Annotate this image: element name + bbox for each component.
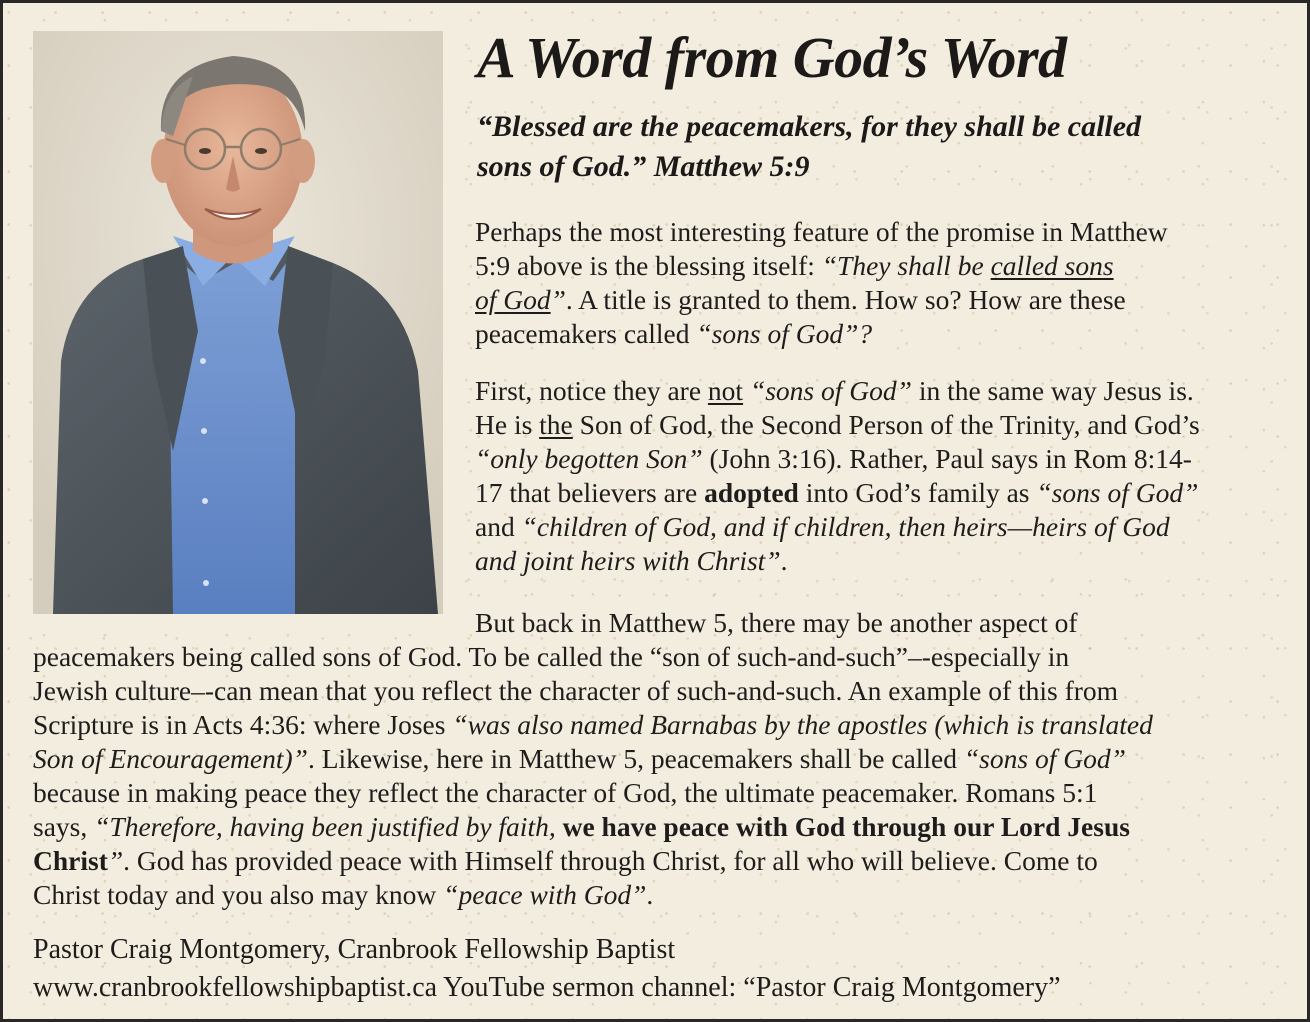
- paragraph-3: [33, 606, 1153, 912]
- quote-run: “sons of God”: [749, 375, 912, 406]
- underlined-quote-run: of God: [475, 284, 551, 315]
- text-run: into God’s family as: [798, 477, 1037, 508]
- text-line: [475, 408, 1200, 442]
- text-line: [475, 476, 1200, 510]
- text-run: . A title is granted to them. How so? How are these: [565, 284, 1126, 315]
- text-run: [743, 375, 750, 406]
- text-line: [33, 742, 1153, 776]
- text-run: in the same way Jesus is.: [911, 375, 1194, 406]
- text-line: because in making peace they reflect the character of God, the ultimate peacemaker. Romans 5:1: [33, 777, 1098, 808]
- text-run: 17 that believers are: [475, 477, 705, 508]
- pastor-photo: [33, 31, 443, 614]
- text-line: [475, 283, 1168, 317]
- scripture-verse: [477, 107, 1277, 187]
- quote-run: “only begotten Son”: [475, 443, 703, 474]
- text-run: He is: [475, 409, 540, 440]
- paragraph-2: [475, 374, 1200, 578]
- quote-run: Son of Encouragement)”: [33, 743, 308, 774]
- text-run: First, notice they are: [475, 375, 708, 406]
- quote-run: “sons of God”: [1036, 477, 1199, 508]
- verse-line: sons of God.” Matthew 5:9: [477, 150, 810, 183]
- quote-run: “children of God, and if children, then heirs—heirs of God: [521, 511, 1170, 542]
- website-line: www.cranbrookfellowshipbaptist.ca YouTube sermon channel: “Pastor Craig Montgomery”: [33, 972, 1061, 1003]
- underlined-run: the: [539, 409, 573, 440]
- text-line: But back in Matthew 5, there may be another aspect of: [475, 607, 1078, 638]
- text-run: and: [475, 511, 522, 542]
- text-run: Son of God, the Second Person of the Trinity, and God’s: [572, 409, 1200, 440]
- text-line: [475, 442, 1200, 476]
- verse-line: “Blessed are the peacemakers, for they shall be called: [477, 110, 1142, 143]
- text-line: [475, 374, 1200, 408]
- text-run: Scripture is in Acts 4:36: where Joses: [33, 709, 453, 740]
- quote-run: “sons of God”?: [696, 318, 873, 349]
- pastor-portrait-illustration: [33, 31, 443, 614]
- text-run: peacemakers called: [475, 318, 697, 349]
- quote-run: “was also named Barnabas by the apostles (which is translated: [452, 709, 1153, 740]
- article-title: A Word from God’s Word: [477, 25, 1067, 90]
- text-run: .: [646, 879, 654, 910]
- quote-run: and joint heirs with Christ”: [475, 545, 781, 576]
- text-run: 5:9 above is the blessing itself:: [475, 250, 822, 281]
- text-line: [33, 810, 1153, 844]
- quote-run: ”: [107, 845, 124, 876]
- quote-run: “Therefore, having been justified by faith,: [94, 811, 556, 842]
- text-run: Christ today and you also may know: [33, 879, 444, 910]
- text-run: (John 3:16). Rather, Paul says in Rom 8:14-: [702, 443, 1192, 474]
- underlined-quote-run: called sons: [990, 250, 1114, 281]
- text-run: . God has provided peace with Himself through Christ, for all who will believe. Come to: [123, 845, 1098, 876]
- quote-run: “They shall be: [821, 250, 991, 281]
- quote-run: ”: [550, 284, 566, 315]
- text-run: says,: [33, 811, 95, 842]
- text-line: Perhaps the most interesting feature of the promise in Matthew: [475, 216, 1168, 247]
- underlined-run: not: [707, 375, 744, 406]
- text-line: [475, 544, 1200, 578]
- text-run: . Likewise, here in Matthew 5, peacemakers shall be called: [307, 743, 964, 774]
- author-line: Pastor Craig Montgomery, Cranbrook Fellowship Baptist: [33, 934, 676, 965]
- paragraph-1: [475, 215, 1168, 351]
- quote-run: “sons of God”: [963, 743, 1126, 774]
- text-line: [475, 510, 1200, 544]
- text-line: [33, 878, 1153, 912]
- text-line: peacemakers being called sons of God. To be called the “son of such-and-such”–-especially in: [33, 641, 1070, 672]
- text-line: [33, 708, 1153, 742]
- bold-run: Christ: [33, 845, 108, 876]
- signature-block: [33, 931, 1061, 1007]
- bold-run: adopted: [704, 477, 799, 508]
- text-line: [475, 249, 1168, 283]
- quote-run: “peace with God”: [443, 879, 647, 910]
- text-line: [475, 317, 1168, 351]
- text-run: .: [780, 545, 788, 576]
- text-line: [33, 844, 1153, 878]
- bold-run: we have peace with God through our Lord Jesus: [555, 811, 1130, 842]
- text-line: Jewish culture–-can mean that you reflect the character of such-and-such. An example of this from: [33, 675, 1119, 706]
